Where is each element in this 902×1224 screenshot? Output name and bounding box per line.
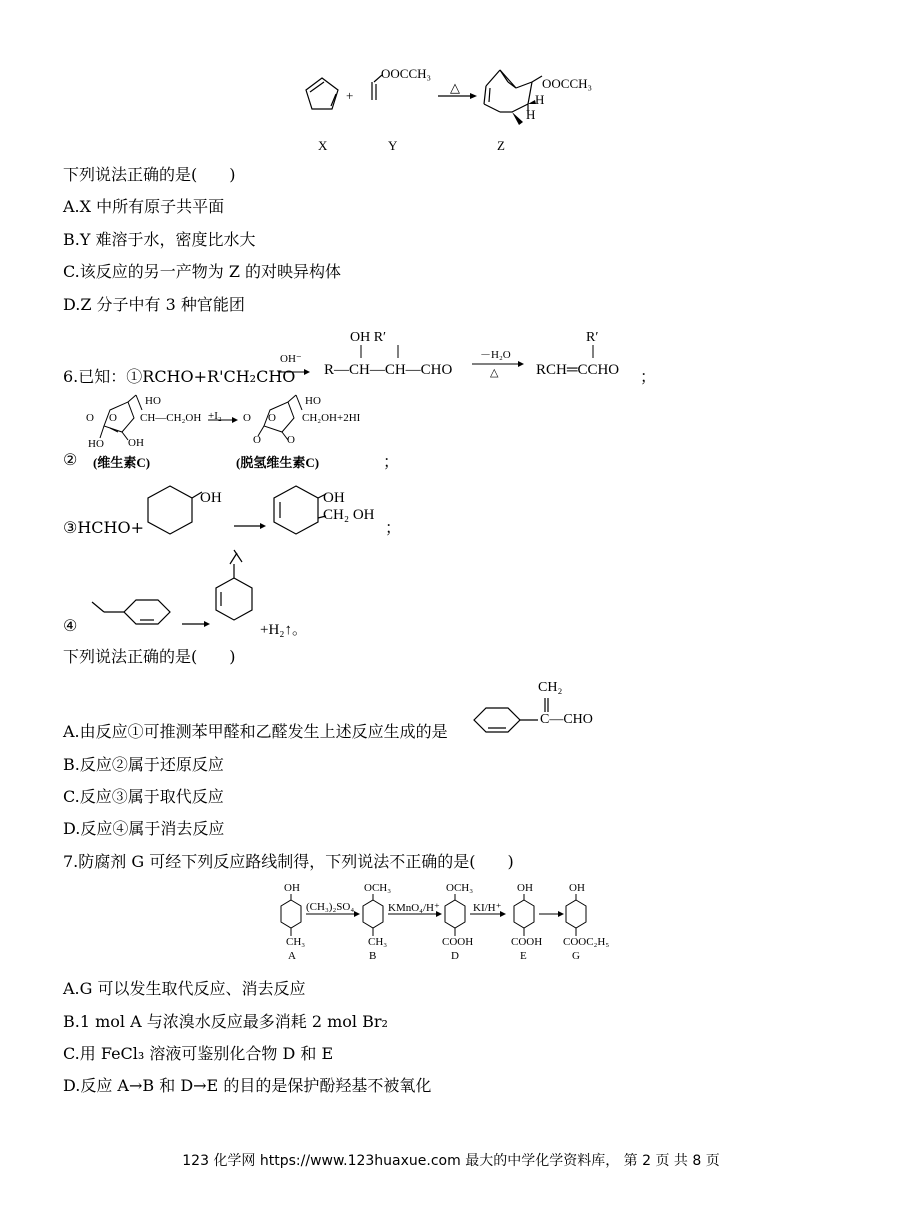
q7-option-d: D.反应 A→B 和 D→E 的目的是保护酚羟基不被氧化	[63, 1076, 432, 1095]
q6-intro: 6.已知：①RCHO+R'CH₂CHO	[63, 367, 296, 386]
q7-option-b: B.1 mol A 与浓溴水反应最多消耗 2 mol Br₂	[63, 1012, 388, 1031]
g-label: G	[572, 950, 580, 962]
r2-product-tail: CH₂OH+2HI	[302, 412, 361, 424]
q5-option-d: D.Z 分子中有 3 种官能团	[63, 295, 245, 314]
q6-stem: 下列说法正确的是( )	[63, 647, 236, 666]
r2-label-dehydro: (脱氢维生素C)	[236, 455, 320, 470]
r1-product: R—CH—CH—CHO	[324, 362, 453, 378]
reagent-3: KI/H⁺	[473, 902, 502, 914]
r2-o-ring: O	[109, 412, 117, 424]
r3-oh: OH	[200, 490, 222, 506]
z-h-label: H	[535, 92, 545, 107]
r1-end: ；	[640, 367, 657, 386]
r2-number: ②	[63, 450, 78, 469]
r1-condition: OH⁻	[280, 353, 302, 365]
r1-final: RCH═CCHO	[536, 362, 620, 378]
reagent-1: (CH₃)₂SO₄	[306, 901, 355, 913]
e-top: OH	[517, 882, 533, 894]
r2-p-ho: HO	[305, 395, 321, 407]
e-label: E	[520, 950, 527, 962]
g-top: OH	[569, 882, 585, 894]
r2-p-o3: O	[287, 434, 295, 446]
a-bottom: CH₃	[286, 936, 306, 948]
d-label: D	[451, 950, 459, 962]
q7-stem: 7.防腐剂 G 可经下列反应路线制得，下列说法不正确的是( )	[63, 852, 514, 871]
q7-option-c: C.用 FeCl₃ 溶液可鉴别化合物 D 和 E	[63, 1044, 334, 1063]
reagent-2: KMnO₄/H⁺	[388, 902, 440, 914]
r2-label-vitamin-c: (维生素C)	[93, 455, 151, 470]
r2-reagent: +I₂	[208, 410, 222, 422]
q5-option-a: A.X 中所有原子共平面	[63, 197, 225, 216]
page-footer: 123 化学网 https://www.123huaxue.com 最大的中学化学资料库， 第 2 页 共 8 页	[182, 1153, 720, 1169]
z-h-label-2: H	[526, 107, 536, 122]
a-top: OH	[284, 882, 300, 894]
b-bottom: CH₃	[368, 936, 388, 948]
r1-dehydration: －H₂O	[480, 349, 511, 361]
q5-option-b: B.Y 难溶于水，密度比水大	[63, 230, 256, 249]
a-label: A	[288, 950, 296, 962]
r2-oh-right: OH	[128, 437, 144, 449]
r2-ho: HO	[145, 395, 161, 407]
q5-stem: 下列说法正确的是( )	[63, 165, 236, 184]
r2-p-o2: O	[253, 434, 261, 446]
b-top: OCH₃	[364, 882, 392, 894]
b-label: B	[369, 950, 377, 962]
heat-condition: △	[450, 80, 460, 95]
r2-p-o-ring: O	[268, 412, 276, 424]
e-bottom: COOH	[511, 936, 543, 948]
r3-end: ；	[385, 518, 402, 537]
r2-ho-left: HO	[88, 438, 104, 450]
label-z: Z	[497, 138, 505, 153]
r1-product-top: OH R′	[350, 330, 387, 345]
r3-product-ch2oh: CH₂ OH	[323, 507, 375, 523]
r1-heat: △	[490, 367, 499, 379]
g-bottom: COOC₂H₅	[563, 936, 610, 948]
q6-option-b: B.反应②属于还原反应	[63, 755, 224, 774]
q5-option-c: C.该反应的另一产物为 Z 的对映异构体	[63, 262, 342, 281]
d-top: OCH₃	[446, 882, 474, 894]
r2-o-label: O	[86, 412, 94, 424]
r4-number: ④	[63, 616, 78, 635]
r2-p-o: O	[243, 412, 251, 424]
d-bottom: COOH	[442, 936, 474, 948]
q6-option-d: D.反应④属于消去反应	[63, 819, 225, 838]
q6-option-a: A.由反应①可推测苯甲醛和乙醛发生上述反应生成的是	[63, 722, 448, 741]
r1-final-top: R′	[586, 330, 599, 345]
z-ester-group: OOCCH₃	[542, 76, 593, 91]
r2-end: ；	[383, 452, 400, 471]
opt-a-ch2: CH₂	[538, 680, 563, 695]
q6-option-c: C.反应③属于取代反应	[63, 787, 224, 806]
plus-sign: +	[346, 88, 354, 103]
label-x: X	[318, 138, 328, 153]
label-y: Y	[388, 138, 398, 153]
r2-ch-chain: CH—CH₂OH	[140, 412, 202, 424]
q7-option-a: A.G 可以发生取代反应、消去反应	[63, 979, 306, 998]
r4-tail: +H₂↑。	[260, 622, 308, 638]
y-ester-group: OOCCH₃	[381, 66, 432, 81]
opt-a-cho: C—CHO	[540, 712, 593, 727]
r3-product-oh: OH	[323, 490, 345, 506]
r3-start: ③HCHO+	[63, 518, 145, 537]
